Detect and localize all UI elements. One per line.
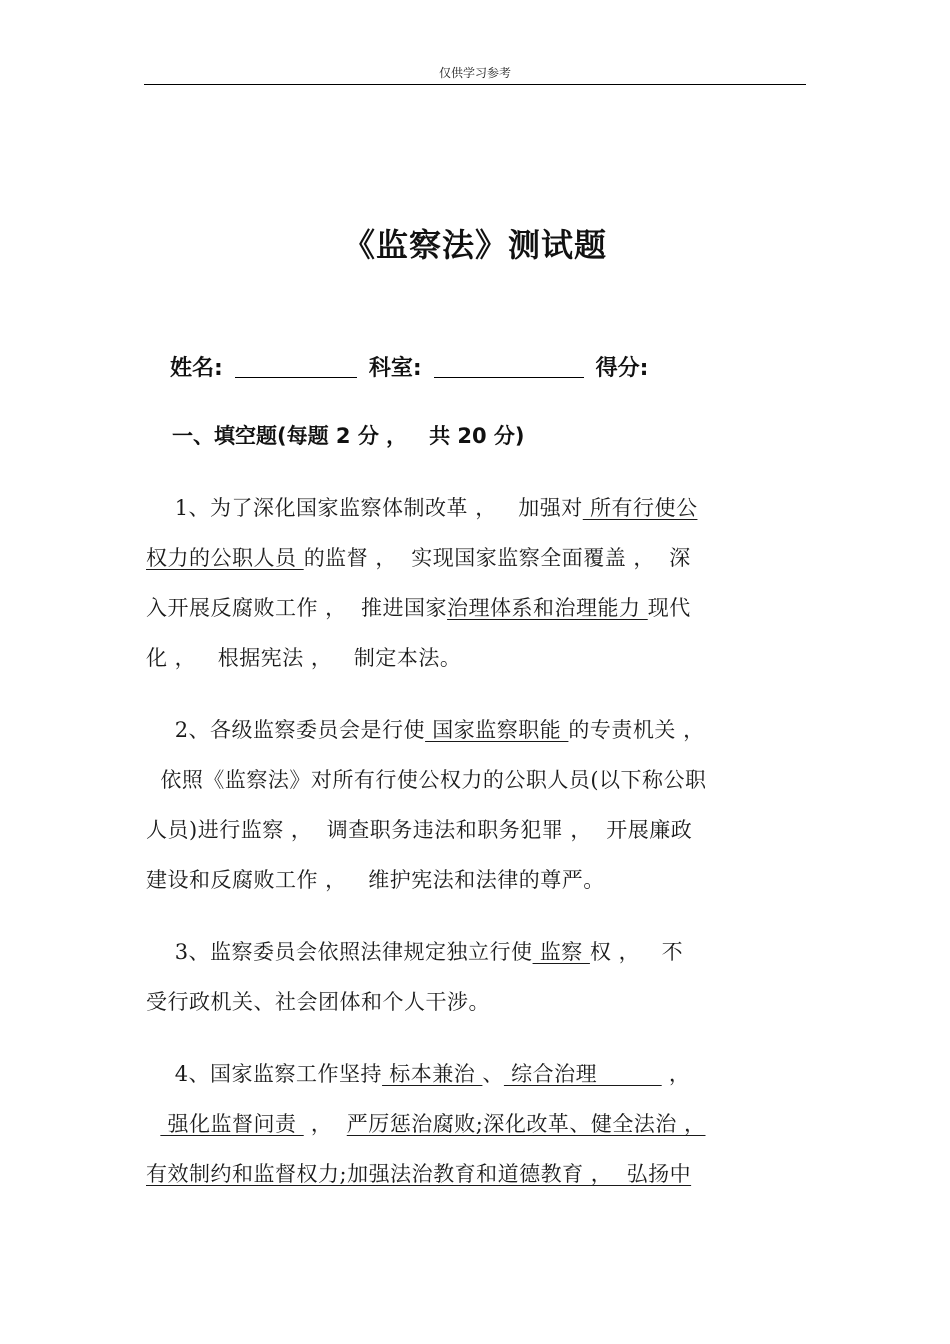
q4-answer-1: 标本兼治 <box>382 1062 483 1086</box>
q4-answer-3: 强化监督问责 <box>160 1112 304 1136</box>
q1-answer-2: 治理体系和治理能力 <box>447 596 648 620</box>
q2-text: 2、各级监察委员会是行使 <box>146 718 426 742</box>
q2-line-2 <box>146 762 808 798</box>
name-blank[interactable] <box>235 376 357 378</box>
q4-text: 、 <box>482 1062 504 1086</box>
q1-text: 的监督 ， 实现国家监察全面覆盖 ， 深 <box>303 546 691 570</box>
q1-answer-1: 所有行使公 <box>582 496 698 520</box>
score-label: 得分: <box>595 356 649 381</box>
q4-answer-4-cont: 有效制约和监督权力;加强法治教育和道德教育 ， 弘扬中 <box>146 1162 692 1186</box>
q2-line-4 <box>146 862 808 898</box>
q4-text: 4、国家监察工作坚持 <box>146 1062 383 1086</box>
q4-answer-2: 综合治理 <box>503 1062 662 1086</box>
header-text: 仅供学习参考 <box>438 66 511 80</box>
name-label: 姓名: <box>170 356 223 381</box>
q1-line-3 <box>146 590 808 626</box>
q2-text: 的专责机关 ， <box>568 718 705 742</box>
q1-text: 1、为了深化国家监察体制改革 ， 加强对 <box>146 496 583 520</box>
q1-text: 入开展反腐败工作 ， 推进国家 <box>146 596 448 620</box>
q3-answer-1: 监察 <box>532 940 590 964</box>
q1-text: 现代 <box>647 596 691 620</box>
q2-line-3 <box>146 812 808 848</box>
q3-line-1 <box>146 934 808 970</box>
q4-line-2 <box>146 1106 808 1142</box>
q3-line-2 <box>146 984 808 1020</box>
info-row <box>170 348 648 382</box>
q1-line-1 <box>146 490 808 526</box>
q4-line-1 <box>146 1056 808 1092</box>
section-heading: 一、填空题(每题 2 分 ， 共 20 分) <box>172 424 525 448</box>
q2-answer-1: 国家监察职能 <box>425 718 569 742</box>
document-title: 《监察法》测试题 <box>342 226 607 264</box>
q4-text: ， <box>303 1112 347 1136</box>
page-header <box>144 64 806 85</box>
q1-answer-1-cont: 权力的公职人员 <box>146 546 304 570</box>
dept-blank[interactable] <box>434 376 584 378</box>
q3-text: 受行政机关、社会团体和个人干涉。 <box>146 990 490 1014</box>
q1-line-2 <box>146 540 808 576</box>
q2-text: 建设和反腐败工作 ， 维护宪法和法律的尊严。 <box>146 868 605 892</box>
q1-text: 化 ， 根据宪法 ， 制定本法。 <box>146 646 462 670</box>
dept-label: 科室: <box>368 356 422 381</box>
q3-text: 权 ， 不 <box>589 940 684 964</box>
q2-text: 人员)进行监察 ， 调查职务违法和职务犯罪 ， 开展廉政 <box>146 818 693 842</box>
q4-line-3 <box>146 1156 808 1192</box>
q4-text: ， <box>661 1062 691 1086</box>
q4-answer-4: 严厉惩治腐败;深化改革、健全法治 ， <box>346 1112 706 1136</box>
q2-line-1 <box>146 712 808 748</box>
q2-text: 依照《监察法》对所有行使公权力的公职人员(以下称公职 <box>146 768 707 792</box>
q3-text: 3、监察委员会依照法律规定独立行使 <box>146 940 533 964</box>
q4-text <box>146 1112 160 1136</box>
q1-line-4 <box>146 640 808 676</box>
